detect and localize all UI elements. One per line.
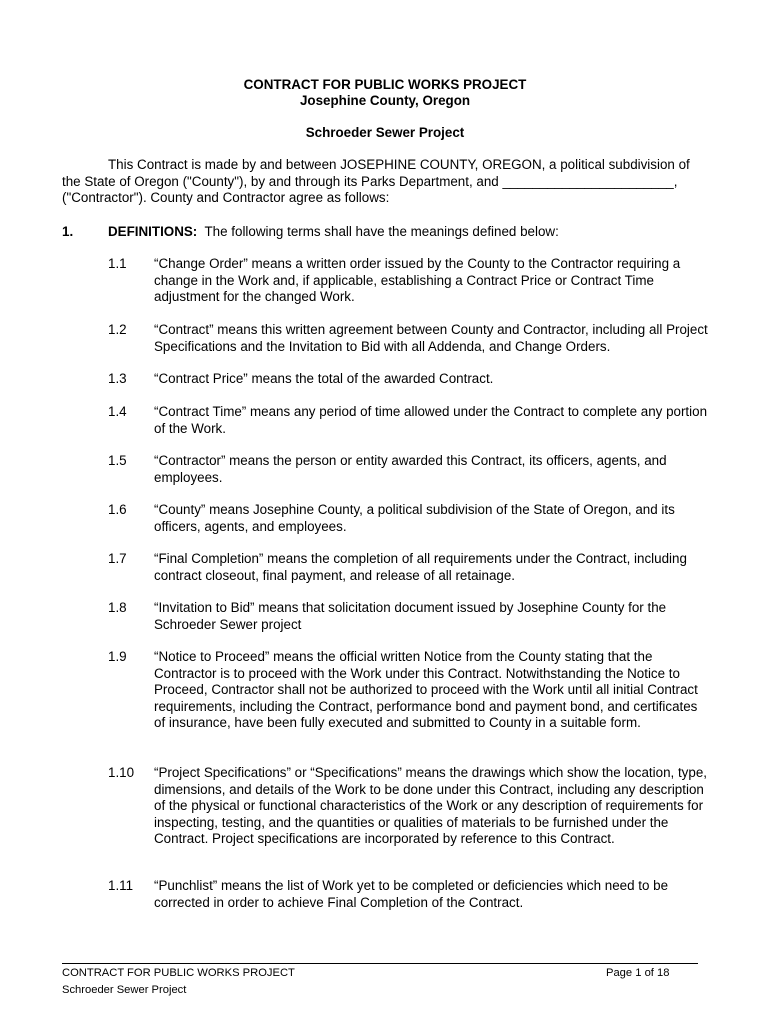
footer-project: Schroeder Sewer Project (62, 984, 187, 996)
footer-divider (62, 963, 698, 964)
definition-number: 1.8 (108, 600, 127, 615)
document-subtitle: Josephine County, Oregon (299, 93, 471, 108)
footer-title: CONTRACT FOR PUBLIC WORKS PROJECT (62, 967, 295, 979)
definition-number: 1.6 (108, 502, 127, 517)
definition-text: “Contract Time” means any period of time allowed under the Contract to complete any portion of the Work. (154, 404, 708, 436)
definition-text: “Project Specifications” or “Specifications” means the drawings which show the location, type, dimensions, and details of the Work to be done under this Contract, including any description of the physical or functional characteristics of the Work or any description of requirements for inspecting, testing, and the quantities or qualities of materials to be furnished under the Contract. Project specifications are incorporated by reference to this Contract. (154, 765, 707, 847)
intro-paragraph: This Contract is made by and between JOSEPHINE COUNTY, OREGON, a political subdivision of the State of Oregon ("County"), by and through its Parks Department, and _______________________, ("Contractor"). County and Contractor agree as follows: (62, 157, 690, 206)
definition-number: 1.10 (108, 765, 135, 780)
definition-number: 1.7 (108, 551, 127, 566)
definition-text: “Invitation to Bid” means that solicitation document issued by Josephine County for the Schroeder Sewer project (154, 600, 667, 632)
definition-text: “Contractor” means the person or entity awarded this Contract, its officers, agents, and employees. (154, 453, 667, 485)
definition-text: “Change Order” means a written order issued by the County to the Contractor requiring a change in the Work and, if applicable, establishing a Contract Price or Contract Time adjustment for the changed Work. (154, 256, 681, 305)
section-intro-text: The following terms shall have the meanings defined below: (204, 224, 559, 239)
definition-number: 1.1 (108, 256, 127, 271)
definition-text: “Punchlist” means the list of Work yet to be completed or deficiencies which need to be corrected in order to achieve Final Completion of the Contract. (154, 878, 669, 910)
definition-number: 1.9 (108, 649, 127, 664)
definition-number: 1.5 (108, 453, 127, 468)
document-title: CONTRACT FOR PUBLIC WORKS PROJECT (243, 77, 527, 92)
section-heading-line (108, 224, 559, 241)
definition-number: 1.3 (108, 371, 127, 386)
definition-text: “Notice to Proceed” means the official written Notice from the County stating that the Contractor is to proceed with the Work under this Contract. Notwithstanding the Notice to Proceed, Contractor shall not be authorized to proceed with the Work until all initial Contract requirements, including the Contract, performance bond and payment bond, and certificates of insurance, have been fully executed and submitted to County in a suitable form. (154, 649, 698, 731)
definition-number: 1.2 (108, 322, 127, 337)
definition-text: “Final Completion” means the completion of all requirements under the Contract, including contract closeout, final payment, and release of all retainage. (154, 551, 687, 583)
page-number: Page 1 of 18 (606, 967, 670, 979)
definition-number: 1.11 (108, 878, 134, 893)
definition-text: “Contract” means this written agreement between County and Contractor, including all Project Specifications and the Invitation to Bid with all Addenda, and Change Orders. (154, 322, 708, 354)
section-number: 1. (62, 224, 74, 239)
project-name: Schroeder Sewer Project (305, 125, 465, 140)
definition-text: “Contract Price” means the total of the awarded Contract. (154, 371, 494, 386)
section-heading: DEFINITIONS: (108, 224, 198, 239)
definition-text: “County” means Josephine County, a political subdivision of the State of Oregon, and its officers, agents, and employees. (154, 502, 675, 534)
definition-number: 1.4 (108, 404, 127, 419)
